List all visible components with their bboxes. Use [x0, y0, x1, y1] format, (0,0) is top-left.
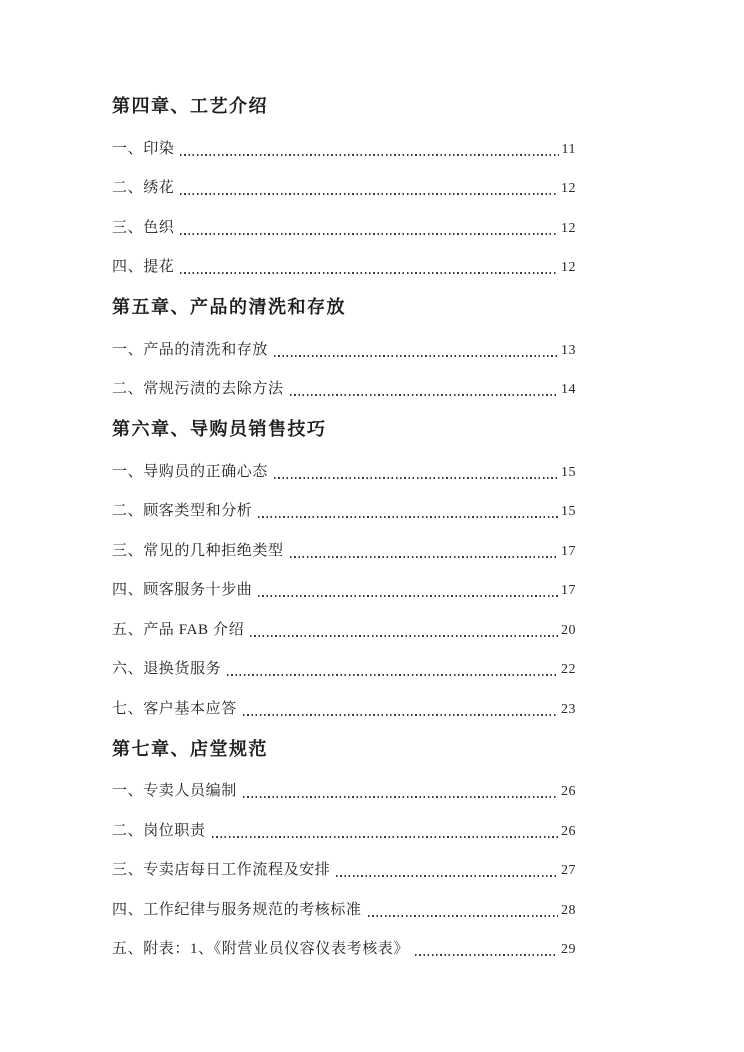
toc-entry-page: 26 — [561, 823, 576, 839]
toc-entry-label: 一、导购员的正确心态 — [112, 463, 269, 480]
toc-entry-label: 一、印染 — [112, 140, 175, 157]
dotted-leader — [243, 714, 558, 716]
toc-entry-label: 三、专卖店每日工作流程及安排 — [112, 862, 331, 878]
toc-entry-label: 二、顾客类型和分析 — [112, 503, 253, 519]
toc-entry-label: 一、专卖人员编制 — [112, 783, 237, 799]
toc-entry[interactable] — [112, 701, 576, 718]
toc-entry[interactable] — [112, 582, 576, 599]
toc-entry-page: 12 — [561, 260, 576, 275]
dotted-leader — [212, 836, 558, 838]
toc-entry-page: 15 — [561, 504, 576, 519]
chapter-heading: 第七章、店堂规范 — [112, 738, 268, 759]
toc-entry-page: 26 — [561, 784, 576, 799]
chapter-heading: 第六章、导购员销售技巧 — [112, 419, 327, 439]
toc — [112, 94, 576, 958]
toc-entry[interactable] — [112, 783, 576, 800]
toc-entry[interactable] — [112, 381, 576, 398]
toc-entry-page: 29 — [561, 942, 576, 957]
dotted-leader — [180, 233, 558, 235]
toc-entry-label: 二、常规污渍的去除方法 — [112, 381, 284, 397]
dotted-leader — [415, 954, 558, 956]
toc-entry-page: 12 — [561, 181, 576, 196]
toc-entry-page: 14 — [561, 382, 576, 397]
toc-entry-page: 22 — [561, 662, 576, 677]
dotted-leader — [290, 394, 558, 396]
toc-entry-page: 17 — [561, 583, 576, 598]
toc-entry[interactable] — [112, 661, 576, 678]
dotted-leader — [274, 477, 558, 479]
toc-entry-label: 五、产品 FAB 介绍 — [112, 621, 245, 638]
toc-entry-page: 28 — [561, 902, 576, 918]
toc-entry[interactable] — [112, 220, 576, 237]
dotted-leader — [180, 154, 558, 156]
dotted-leader — [258, 595, 558, 597]
dotted-leader — [227, 674, 558, 676]
toc-entry-page: 20 — [561, 622, 576, 638]
toc-entry-label: 一、产品的清洗和存放 — [112, 341, 269, 358]
dotted-leader — [180, 193, 558, 195]
toc-entry[interactable] — [112, 503, 576, 520]
toc-entry-page: 15 — [561, 464, 576, 480]
toc-entry-page: 27 — [561, 863, 576, 878]
dotted-leader — [274, 355, 558, 357]
toc-entry[interactable] — [112, 141, 576, 158]
toc-entry-label: 二、岗位职责 — [112, 822, 206, 839]
chapter-heading: 第四章、工艺介绍 — [112, 96, 268, 116]
toc-entry-page: 12 — [561, 220, 576, 236]
dotted-leader — [250, 635, 558, 637]
dotted-leader — [180, 272, 558, 274]
toc-entry-label: 二、绣花 — [112, 180, 175, 196]
toc-entry-label: 四、工作纪律与服务规范的考核标准 — [112, 901, 362, 918]
toc-entry-label: 五、附表：1、《附营业员仪容仪表考核表》 — [112, 941, 410, 957]
toc-entry-page: 13 — [561, 342, 576, 358]
toc-entry[interactable] — [112, 464, 576, 481]
toc-entry[interactable] — [112, 622, 576, 639]
dotted-leader — [290, 556, 558, 558]
dotted-leader — [368, 915, 558, 917]
toc-entry-label: 三、常见的几种拒绝类型 — [112, 542, 284, 559]
dotted-leader — [243, 796, 558, 798]
dotted-leader — [258, 516, 558, 518]
toc-entry[interactable] — [112, 823, 576, 840]
toc-entry[interactable] — [112, 342, 576, 359]
toc-entry[interactable] — [112, 902, 576, 919]
toc-entry[interactable] — [112, 862, 576, 879]
toc-entry[interactable] — [112, 543, 576, 560]
chapter-heading: 第五章、产品的清洗和存放 — [112, 297, 346, 317]
toc-entry-label: 七、客户基本应答 — [112, 700, 237, 717]
toc-entry[interactable] — [112, 941, 576, 958]
toc-entry-label: 四、顾客服务十步曲 — [112, 582, 253, 598]
toc-entry-page: 23 — [561, 701, 576, 717]
toc-entry-label: 六、退换货服务 — [112, 661, 222, 677]
toc-entry-label: 四、提花 — [112, 259, 175, 275]
toc-entry-page: 17 — [561, 543, 576, 559]
toc-entry-label: 三、色织 — [112, 219, 175, 236]
dotted-leader — [336, 875, 558, 877]
toc-entry[interactable] — [112, 259, 576, 276]
toc-entry-page: 11 — [561, 141, 576, 157]
toc-entry[interactable] — [112, 180, 576, 197]
